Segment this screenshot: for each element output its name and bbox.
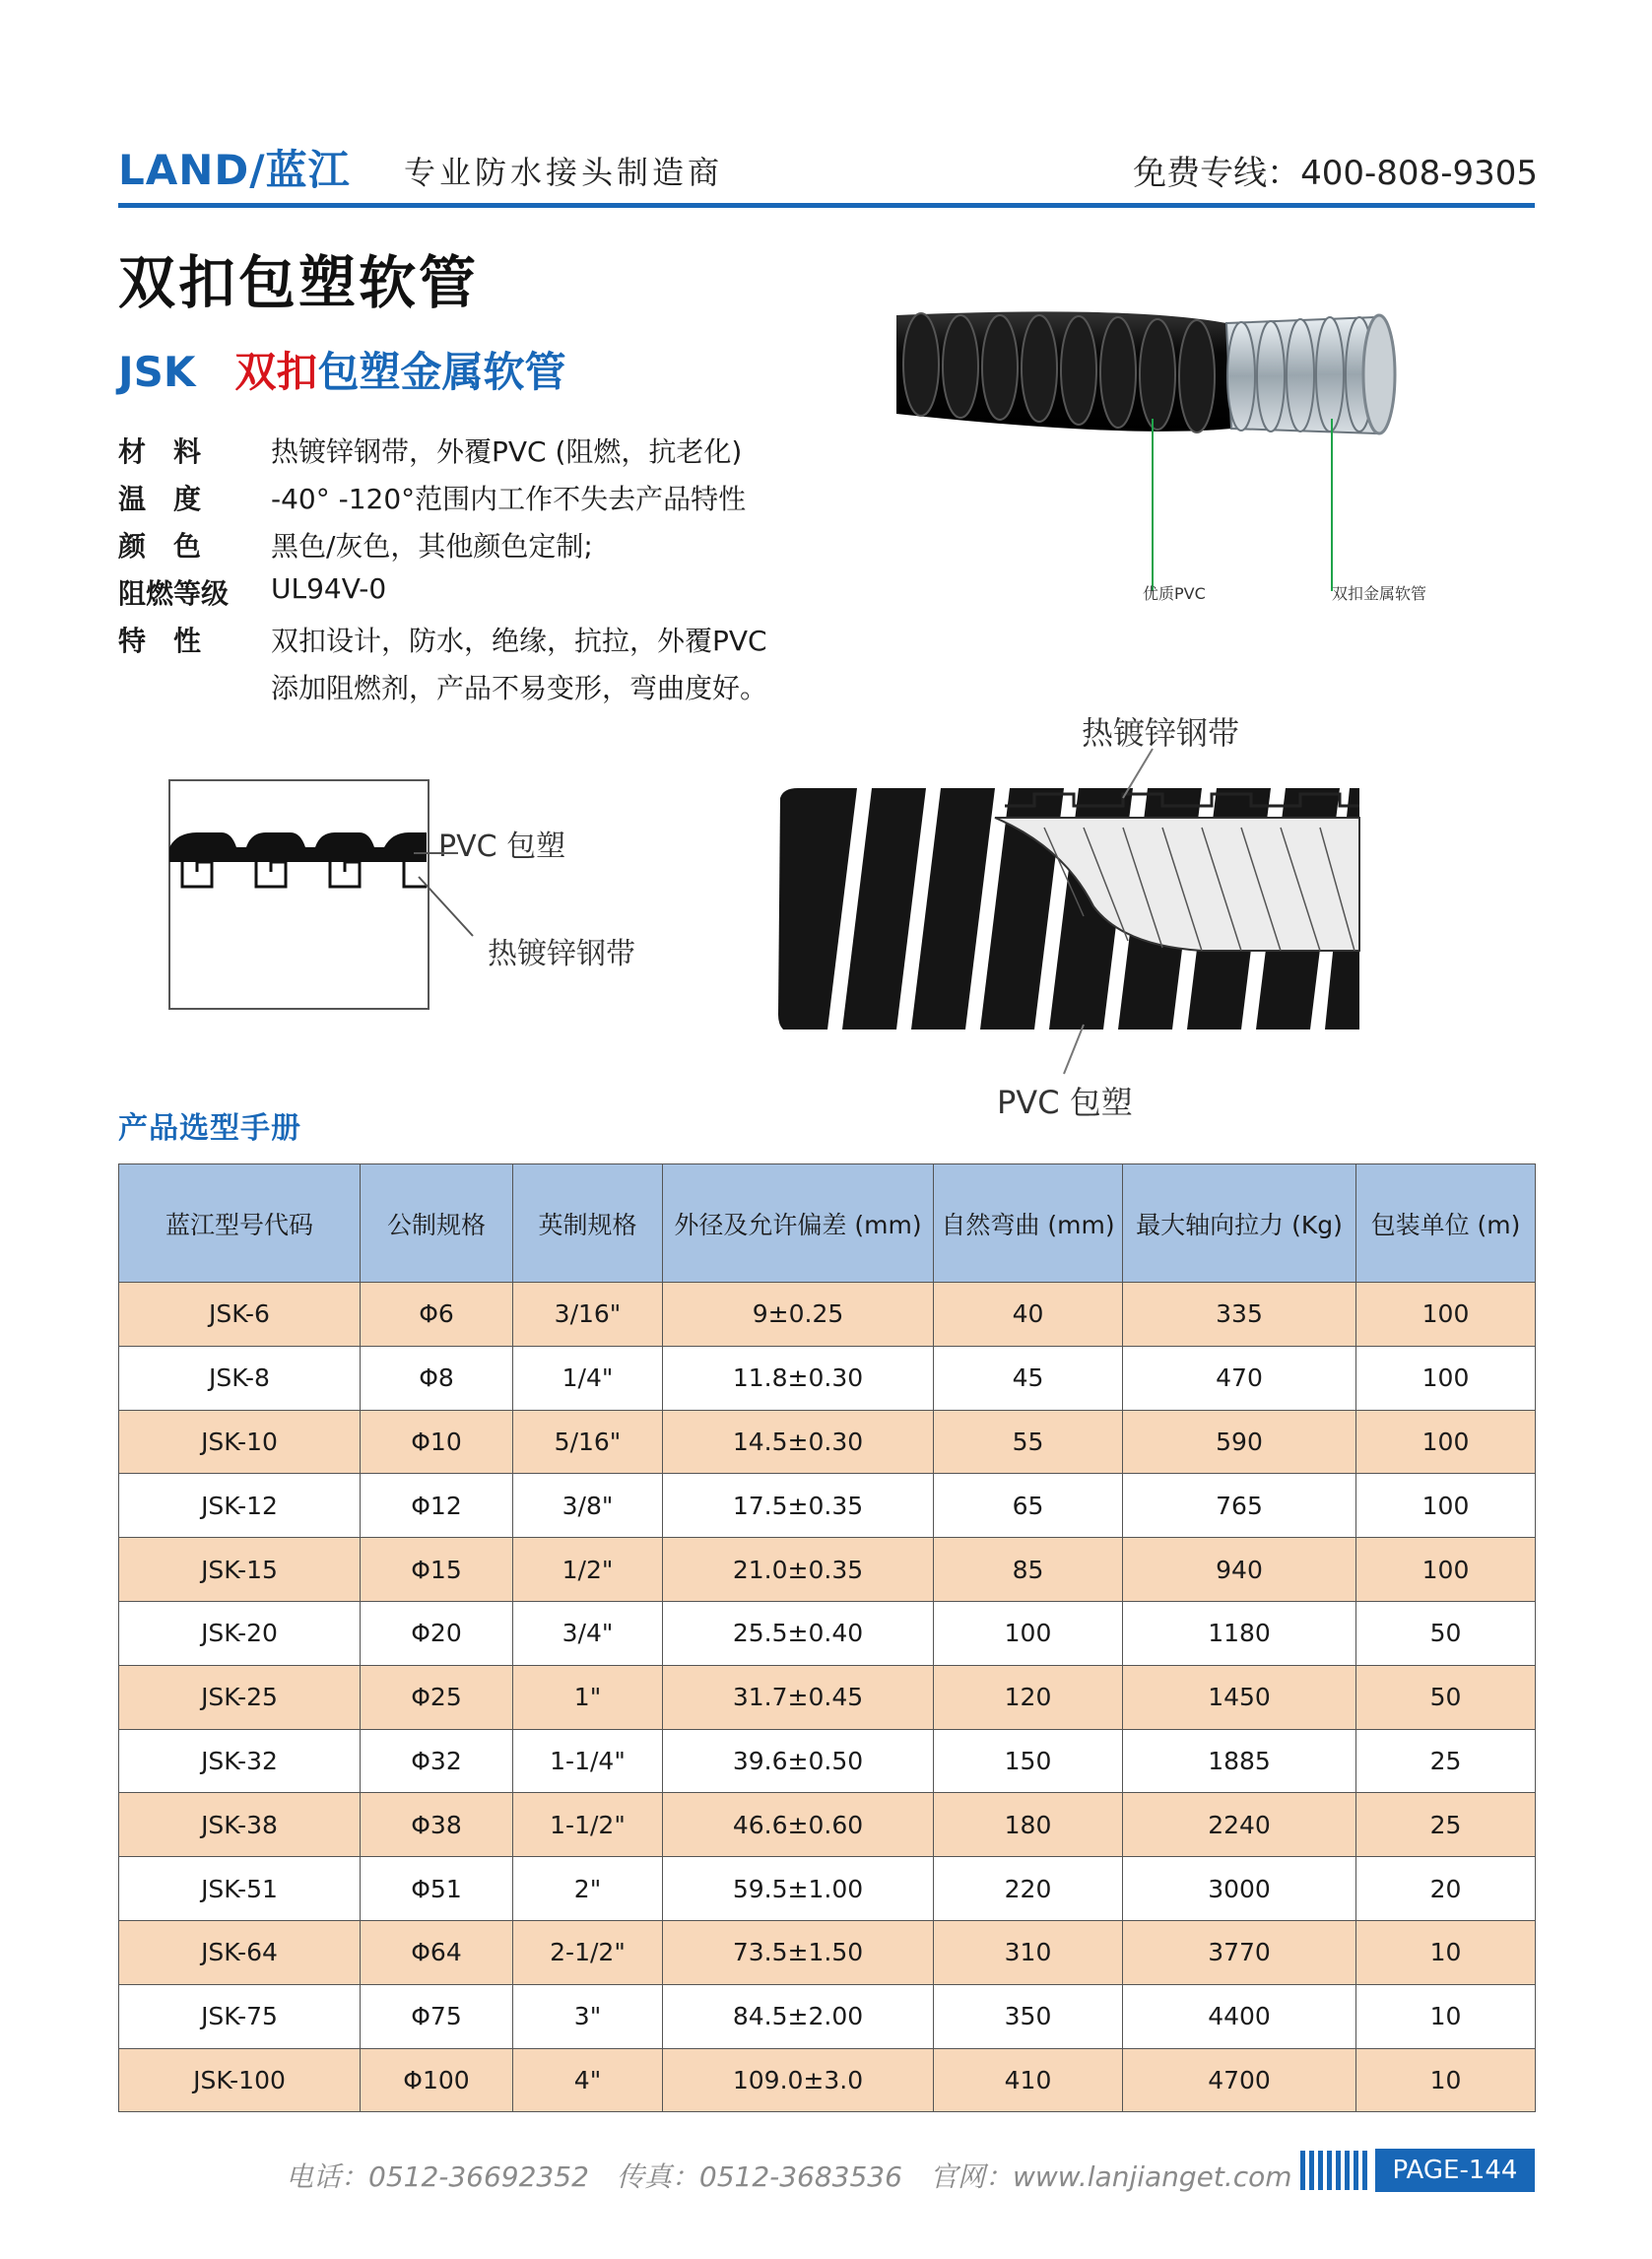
table-cell: JSK-25 xyxy=(119,1665,361,1729)
table-row xyxy=(119,1857,1536,1921)
table-row xyxy=(119,1920,1536,1984)
col-header-package: 包装单位 (m) xyxy=(1356,1164,1536,1283)
table-cell: JSK-6 xyxy=(119,1283,361,1347)
table-cell: 220 xyxy=(934,1857,1123,1921)
table-header-row xyxy=(119,1164,1536,1283)
table-cell: Φ15 xyxy=(361,1538,513,1602)
spec-value: 添加阻燃剂，产品不易变形，弯曲度好。 xyxy=(271,672,768,704)
table-cell: 1" xyxy=(513,1665,663,1729)
photo-callout-pvc: 优质PVC xyxy=(1143,584,1206,603)
spec-value: 黑色/灰色，其他颜色定制; xyxy=(271,530,593,563)
table-cell: 1/4" xyxy=(513,1346,663,1410)
table-cell: Φ20 xyxy=(361,1601,513,1665)
table-row xyxy=(119,1984,1536,2048)
table-cell: Φ100 xyxy=(361,2048,513,2112)
table-cell: 10 xyxy=(1356,2048,1536,2112)
table-cell: 3770 xyxy=(1123,1920,1356,1984)
table-cell: Φ8 xyxy=(361,1346,513,1410)
table-cell: JSK-12 xyxy=(119,1474,361,1538)
detail-leader-lines xyxy=(414,837,502,946)
subtitle-red: 双扣 xyxy=(234,348,318,396)
table-cell: 25 xyxy=(1356,1729,1536,1793)
spec-label: 颜 色 xyxy=(118,530,202,563)
table-cell: Φ64 xyxy=(361,1920,513,1984)
page-number-badge: PAGE-144 xyxy=(1375,2149,1535,2192)
cross-section-diagram xyxy=(167,778,433,1015)
table-cell: JSK-8 xyxy=(119,1346,361,1410)
cut-callout-pvc: PVC 包塑 xyxy=(997,1084,1133,1121)
col-header-tension: 最大轴向拉力 (Kg) xyxy=(1123,1164,1356,1283)
table-cell: 470 xyxy=(1123,1346,1356,1410)
table-cell: 180 xyxy=(934,1793,1123,1857)
spec-label: 温 度 xyxy=(118,483,202,515)
table-cell: 84.5±2.00 xyxy=(663,1984,934,2048)
table-cell: 2" xyxy=(513,1857,663,1921)
detail-callout-steel: 热镀锌钢带 xyxy=(488,937,635,971)
spec-value: 双扣设计，防水，绝缘，抗拉，外覆PVC xyxy=(271,625,767,657)
col-header-bend: 自然弯曲 (mm) xyxy=(934,1164,1123,1283)
table-row xyxy=(119,1729,1536,1793)
col-header-model: 蓝江型号代码 xyxy=(119,1164,361,1283)
table-cell: 100 xyxy=(1356,1346,1536,1410)
spec-value: UL94V-0 xyxy=(271,572,387,605)
table-cell: 100 xyxy=(1356,1474,1536,1538)
table-row xyxy=(119,1283,1536,1347)
product-photo xyxy=(892,296,1483,611)
table-cell: 59.5±1.00 xyxy=(663,1857,934,1921)
table-cell: 3/8" xyxy=(513,1474,663,1538)
table-cell: 100 xyxy=(1356,1283,1536,1347)
table-row xyxy=(119,1665,1536,1729)
table-cell: JSK-64 xyxy=(119,1920,361,1984)
table-cell: 3/16" xyxy=(513,1283,663,1347)
table-cell: 1885 xyxy=(1123,1729,1356,1793)
table-cell: Φ51 xyxy=(361,1857,513,1921)
brand-logo-text: LAND/蓝江 xyxy=(118,146,351,194)
table-cell: 100 xyxy=(1356,1410,1536,1474)
table-row xyxy=(119,1601,1536,1665)
table-heading: 产品选型手册 xyxy=(118,1111,301,1146)
table-cell: 2240 xyxy=(1123,1793,1356,1857)
table-cell: 10 xyxy=(1356,1920,1536,1984)
product-spec-table xyxy=(118,1163,1536,2112)
spec-label: 特 性 xyxy=(118,625,202,657)
cut-callout-steel: 热镀锌钢带 xyxy=(1082,714,1240,752)
table-cell: JSK-20 xyxy=(119,1601,361,1665)
table-row xyxy=(119,1538,1536,1602)
table-cell: 4700 xyxy=(1123,2048,1356,2112)
table-cell: 2-1/2" xyxy=(513,1920,663,1984)
table-cell: 4" xyxy=(513,2048,663,2112)
table-cell: 3000 xyxy=(1123,1857,1356,1921)
table-cell: JSK-51 xyxy=(119,1857,361,1921)
spec-value: -40° -120°范围内工作不失去产品特性 xyxy=(271,483,747,515)
table-cell: 3" xyxy=(513,1984,663,2048)
table-cell: 765 xyxy=(1123,1474,1356,1538)
table-cell: 65 xyxy=(934,1474,1123,1538)
table-cell: Φ32 xyxy=(361,1729,513,1793)
table-cell: 100 xyxy=(934,1601,1123,1665)
table-cell: Φ38 xyxy=(361,1793,513,1857)
table-cell: 3/4" xyxy=(513,1601,663,1665)
table-cell: 350 xyxy=(934,1984,1123,2048)
subtitle-blue: 包塑金属软管 xyxy=(317,348,566,396)
table-cell: 5/16" xyxy=(513,1410,663,1474)
col-header-metric: 公制规格 xyxy=(361,1164,513,1283)
table-cell: Φ10 xyxy=(361,1410,513,1474)
table-cell: 590 xyxy=(1123,1410,1356,1474)
spec-value: 热镀锌钢带，外覆PVC (阻燃，抗老化) xyxy=(271,435,743,468)
table-cell: 46.6±0.60 xyxy=(663,1793,934,1857)
spec-label: 阻燃等级 xyxy=(118,577,230,610)
table-cell: 1-1/4" xyxy=(513,1729,663,1793)
table-row xyxy=(119,1410,1536,1474)
table-cell: 20 xyxy=(1356,1857,1536,1921)
hotline: 免费专线：400-808-9305 xyxy=(1133,154,1538,193)
table-cell: 150 xyxy=(934,1729,1123,1793)
table-cell: 40 xyxy=(934,1283,1123,1347)
table-cell: 310 xyxy=(934,1920,1123,1984)
table-cell: 21.0±0.35 xyxy=(663,1538,934,1602)
table-cell: 410 xyxy=(934,2048,1123,2112)
table-cell: Φ25 xyxy=(361,1665,513,1729)
table-cell: 31.7±0.45 xyxy=(663,1665,934,1729)
page-title: 双扣包塑软管 xyxy=(118,249,480,316)
table-cell: 55 xyxy=(934,1410,1123,1474)
cutaway-diagram xyxy=(768,690,1379,1143)
table-cell: 1450 xyxy=(1123,1665,1356,1729)
table-cell: Φ75 xyxy=(361,1984,513,2048)
table-cell: JSK-15 xyxy=(119,1538,361,1602)
table-cell: 25.5±0.40 xyxy=(663,1601,934,1665)
table-cell: 10 xyxy=(1356,1984,1536,2048)
table-cell: Φ12 xyxy=(361,1474,513,1538)
table-cell: 940 xyxy=(1123,1538,1356,1602)
table-cell: 100 xyxy=(1356,1538,1536,1602)
table-cell: 335 xyxy=(1123,1283,1356,1347)
table-cell: 50 xyxy=(1356,1601,1536,1665)
table-cell: 120 xyxy=(934,1665,1123,1729)
table-cell: 45 xyxy=(934,1346,1123,1410)
table-cell: JSK-38 xyxy=(119,1793,361,1857)
footer-contact: 电话：0512-36692352 传真：0512-3683536 官网：www.lanjianget.com xyxy=(286,2160,1292,2193)
col-header-od: 外径及允许偏差 (mm) xyxy=(663,1164,934,1283)
table-cell: 9±0.25 xyxy=(663,1283,934,1347)
table-cell: 85 xyxy=(934,1538,1123,1602)
table-cell: 1/2" xyxy=(513,1538,663,1602)
photo-callout-metal: 双扣金属软管 xyxy=(1332,584,1427,603)
table-cell: 4400 xyxy=(1123,1984,1356,2048)
table-row xyxy=(119,1793,1536,1857)
header-divider xyxy=(118,203,1535,208)
table-cell: 25 xyxy=(1356,1793,1536,1857)
table-cell: JSK-100 xyxy=(119,2048,361,2112)
footer-bars-decoration xyxy=(1300,2151,1369,2190)
product-subtitle xyxy=(118,340,565,399)
table-cell: 11.8±0.30 xyxy=(663,1346,934,1410)
table-cell: 1180 xyxy=(1123,1601,1356,1665)
table-row xyxy=(119,1346,1536,1410)
table-row xyxy=(119,1474,1536,1538)
table-cell: JSK-10 xyxy=(119,1410,361,1474)
table-cell: 73.5±1.50 xyxy=(663,1920,934,1984)
table-cell: 39.6±0.50 xyxy=(663,1729,934,1793)
spec-label: 材 料 xyxy=(118,435,202,468)
col-header-imperial: 英制规格 xyxy=(513,1164,663,1283)
table-cell: JSK-32 xyxy=(119,1729,361,1793)
table-cell: 14.5±0.30 xyxy=(663,1410,934,1474)
product-code: JSK xyxy=(118,348,196,396)
table-cell: 109.0±3.0 xyxy=(663,2048,934,2112)
table-cell: 50 xyxy=(1356,1665,1536,1729)
table-row xyxy=(119,2048,1536,2112)
table-cell: JSK-75 xyxy=(119,1984,361,2048)
table-cell: Φ6 xyxy=(361,1283,513,1347)
detail-callout-pvc: PVC 包塑 xyxy=(438,830,566,864)
table-cell: 17.5±0.35 xyxy=(663,1474,934,1538)
table-cell: 1-1/2" xyxy=(513,1793,663,1857)
tagline: 专业防水接头制造商 xyxy=(404,154,724,191)
